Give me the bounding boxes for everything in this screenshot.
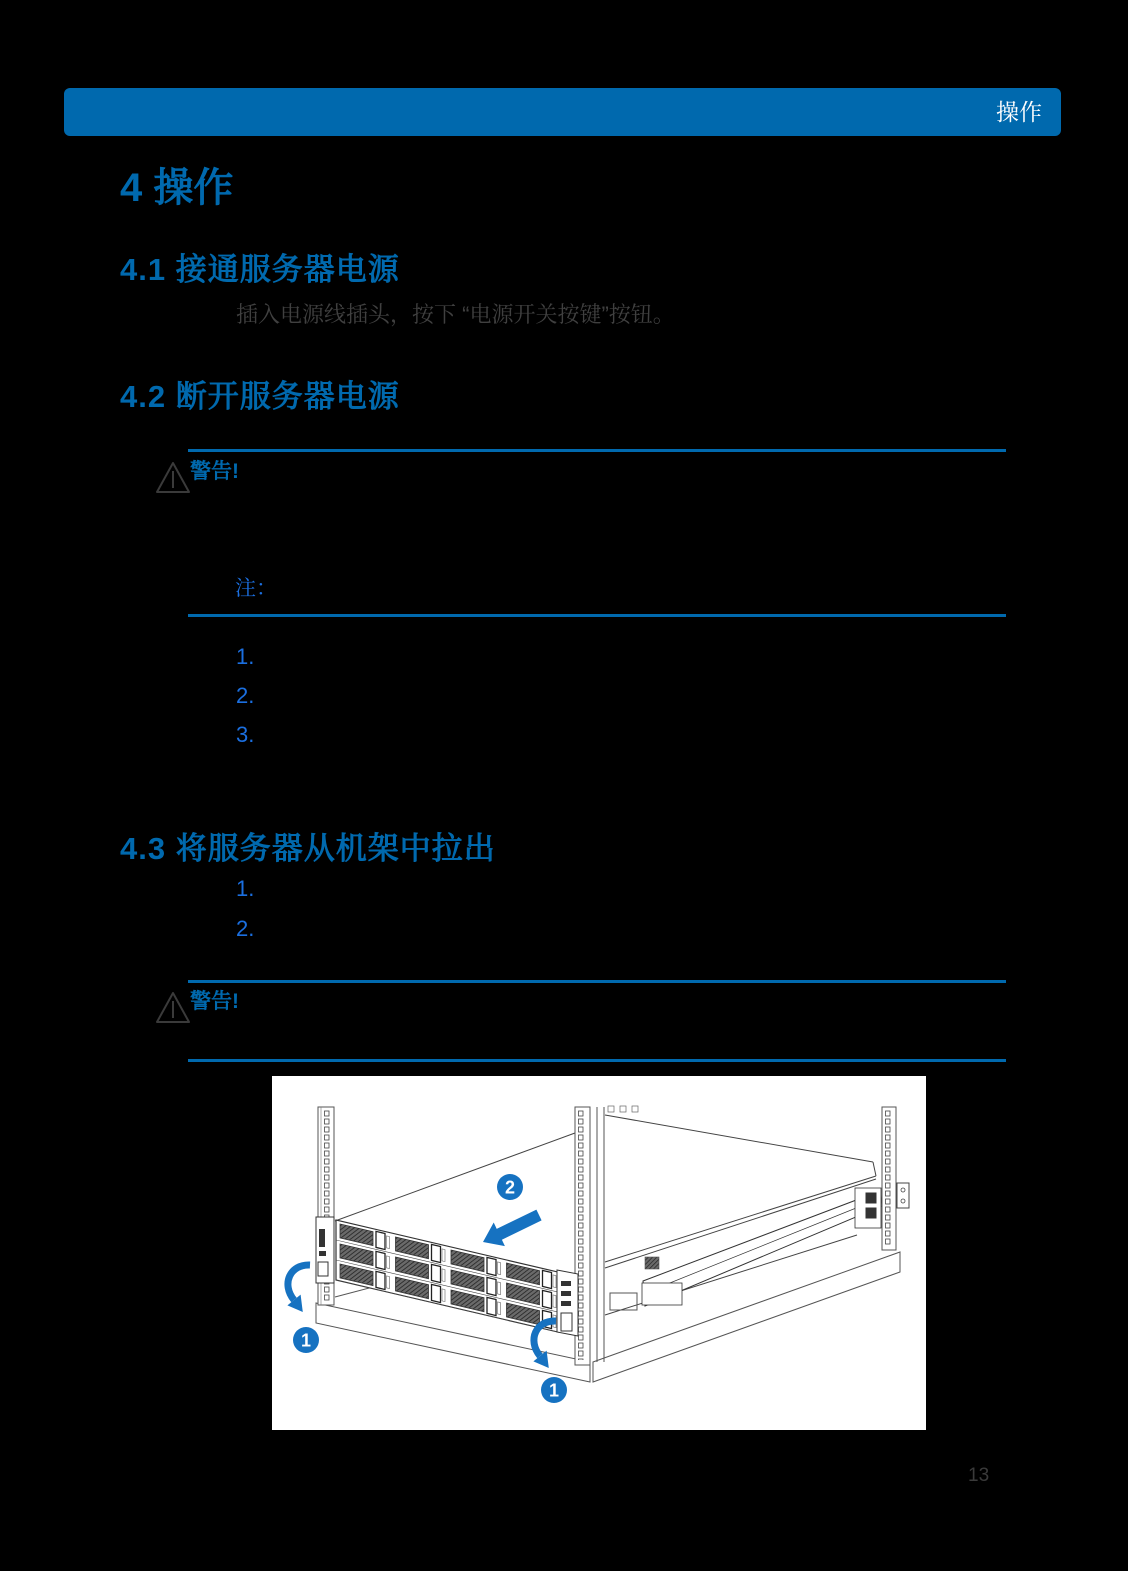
svg-text:1: 1 — [300, 1330, 312, 1351]
warning-triangle-icon — [155, 461, 191, 495]
left-rack-ear — [316, 1217, 334, 1283]
svg-text:1: 1 — [548, 1380, 560, 1401]
step-number: 2. — [236, 916, 255, 941]
step-number: 2. — [236, 683, 255, 708]
step-number: 1. — [236, 644, 255, 669]
warning-label: 警告! — [190, 460, 239, 483]
header-bar — [64, 88, 1061, 136]
step-number: 3. — [236, 722, 255, 747]
warning-bottom-divider — [188, 614, 1006, 617]
right-rack-ear — [557, 1270, 578, 1336]
section-heading-4-2: 4.2 断开服务器电源 — [120, 379, 400, 414]
step-number: 1. — [236, 876, 255, 901]
note-label: 注： — [235, 577, 277, 600]
warning-top-divider — [188, 980, 1006, 983]
server-rack-illustration — [272, 1076, 926, 1430]
section-4-1-body: 插入电源线插头，按下 “电源开关按键”按钮。 — [236, 302, 675, 327]
section-heading-4-1: 4.1 接通服务器电源 — [120, 252, 400, 287]
header-section-label: 操作 — [996, 99, 1042, 125]
warning-triangle-icon — [155, 991, 191, 1025]
warning-label: 警告! — [190, 990, 239, 1013]
section-heading-4-3: 4.3 将服务器从机架中拉出 — [120, 831, 496, 866]
callout-badge-pull-out — [497, 1174, 523, 1200]
callout-badge-release-left — [293, 1327, 319, 1353]
warning-bottom-divider — [188, 1059, 1006, 1062]
callout-badge-release-right — [541, 1377, 567, 1403]
svg-text:2: 2 — [504, 1177, 516, 1198]
chapter-title: 4 操作 — [120, 166, 234, 210]
page-number: 13 — [968, 1465, 990, 1486]
warning-top-divider — [188, 449, 1006, 452]
